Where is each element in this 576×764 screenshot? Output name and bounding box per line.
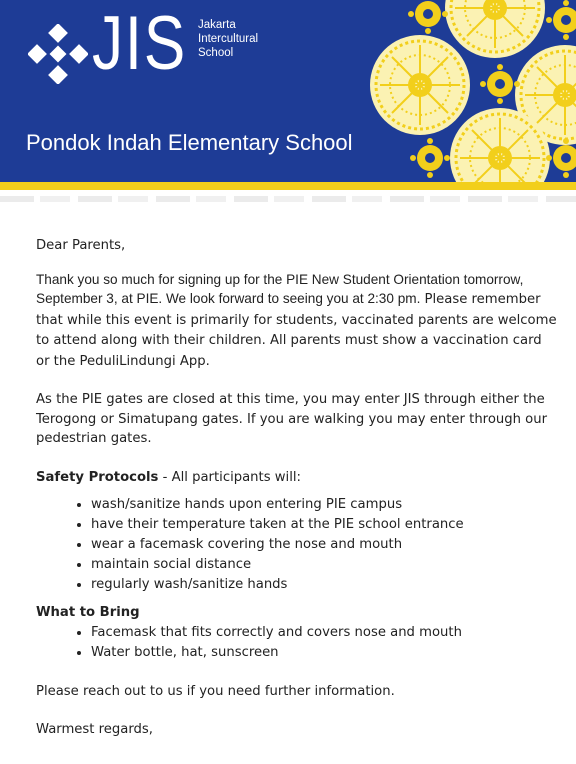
paragraph-gates: As the PIE gates are closed at this time, you may enter JIS through either the Terogong or Simatupang gates. If you are walking you may enter through our pedestrian gates. xyxy=(36,392,548,446)
jis-logo-diamond-icon xyxy=(28,24,88,84)
banner-stripe xyxy=(0,182,576,190)
what-to-bring-heading: What to Bring xyxy=(36,605,140,620)
safety-intro: Safety Protocols - All participants will: xyxy=(36,469,301,485)
cropped-text-remnant xyxy=(0,196,576,202)
bring-list xyxy=(36,623,558,663)
list-item: • Water bottle, hat, sunscreen xyxy=(91,643,558,663)
batik-pattern-decoration xyxy=(360,0,576,182)
paragraph-orientation: Thank you so much for signing up for the PIE New Student Orientation tomorrow, September 3, at PIE. We look forward to seeing you at 2:30 pm. Please remember that while this event is primarily for students, vaccinated parents are welcome to attend along with their children. All parents must show a vaccination card or the PeduliLindungi App. xyxy=(36,271,557,369)
safety-heading: Safety Protocols xyxy=(36,469,159,485)
list-item: • wear a facemask covering the nose and mouth xyxy=(91,535,558,555)
list-item: • maintain social distance xyxy=(91,555,558,575)
list-item: • regularly wash/sanitize hands xyxy=(91,575,558,595)
safety-list xyxy=(36,495,558,595)
logo-subtitle: Jakarta Intercultural School xyxy=(198,19,259,59)
logo-wordmark: JIS xyxy=(92,1,187,86)
closing-line: Please reach out to us if you need further information. xyxy=(36,683,395,699)
header-banner xyxy=(0,0,576,182)
greeting: Dear Parents, xyxy=(36,238,126,253)
school-name: Pondok Indah Elementary School xyxy=(26,130,353,155)
list-item: • wash/sanitize hands upon entering PIE campus xyxy=(91,495,558,515)
sign-off: Warmest regards, xyxy=(36,722,153,737)
list-item: • Facemask that fits correctly and covers nose and mouth xyxy=(91,623,558,643)
list-item: • have their temperature taken at the PIE school entrance xyxy=(91,515,558,535)
email-body xyxy=(36,236,558,740)
